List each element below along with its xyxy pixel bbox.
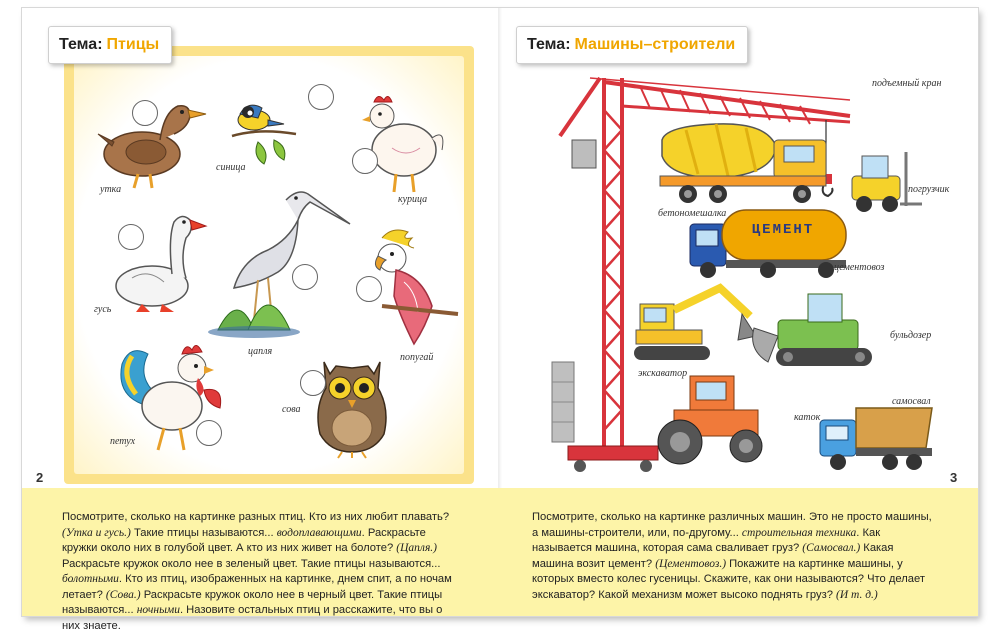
road-roller-illustration xyxy=(650,370,770,468)
right-page-number: 3 xyxy=(950,470,958,485)
answer-hint: (Цапля.) xyxy=(396,542,437,554)
owl-caption: сова xyxy=(282,404,301,415)
goose-circle[interactable] xyxy=(118,224,144,250)
instruction-text: Посмотрите, сколько на картинке различных машин. Это не просто машины, а машины-строители, или, по-другому... xyxy=(532,511,932,539)
concrete-mixer-illustration xyxy=(656,116,836,206)
hen-circle[interactable] xyxy=(352,148,378,174)
instruction-text: . Кто из птиц, изображенных на картинке, днем спит, а по ночам летает? xyxy=(62,573,452,601)
excavator-caption: экскаватор xyxy=(638,368,688,379)
answer-hint: болотными xyxy=(62,573,119,585)
instruction-text: Раскрасьте кружок около нее в черный цвет. Такие птицы называются... xyxy=(62,588,443,616)
instruction-text: . Как называется машина, которая сама сваливает груз? xyxy=(532,526,881,554)
owl-circle[interactable] xyxy=(300,370,326,396)
instruction-text: Такие птицы называются... xyxy=(130,526,277,539)
answer-hint: (Цементовоз.) xyxy=(655,557,727,570)
parrot-circle[interactable] xyxy=(356,276,382,302)
left-page xyxy=(22,8,500,488)
answer-hint: (Утка и гусь.) xyxy=(62,526,131,539)
instruction-text: . Раскрасьте кружки около них в голубой цвет. А кто из них живет на болоте? xyxy=(62,526,426,554)
right-page xyxy=(500,8,978,488)
left-page-number: 2 xyxy=(36,470,44,485)
instruction-text: Раскрасьте кружок около нее в зеленый цвет. Такие птицы называются... xyxy=(62,557,441,570)
goose-caption: гусь xyxy=(94,304,112,315)
answer-hint: (Сова.) xyxy=(105,588,141,601)
duck-caption: утка xyxy=(100,184,122,195)
book-spread xyxy=(22,8,978,632)
left-topic-label: Тема: xyxy=(59,36,103,53)
dump-truck-illustration xyxy=(816,402,936,472)
excavator-illustration xyxy=(630,280,760,366)
duck-circle[interactable] xyxy=(132,100,158,126)
left-topic-tab xyxy=(48,26,172,64)
answer-hint: ночными xyxy=(136,604,180,616)
right-instructions xyxy=(532,510,932,603)
right-topic-value: Машины–строители xyxy=(574,36,736,53)
owl-illustration xyxy=(306,348,396,458)
loader-illustration xyxy=(846,148,926,218)
answer-hint: строительная техника xyxy=(741,526,857,539)
instruction-text: Покажите на картинке машины, у которых вместо колес гусеницы. Скажите, как они называются? Что делает экскаватор? Какой механизм может высоко поднять груз? xyxy=(532,557,925,601)
bulldozer-caption: бульдозер xyxy=(890,330,932,341)
instruction-text: Какая машина возит цемент? xyxy=(532,542,894,570)
left-instructions xyxy=(62,510,462,634)
tit-caption: синица xyxy=(216,162,246,173)
left-topic-value: Птицы xyxy=(106,36,160,53)
bulldozer-illustration xyxy=(748,288,878,378)
rooster-circle[interactable] xyxy=(196,420,222,446)
parrot-caption: попугай xyxy=(400,352,434,363)
hen-illustration xyxy=(356,88,446,198)
right-topic-label: Тема: xyxy=(527,36,571,53)
heron-caption: цапля xyxy=(248,346,273,357)
answer-hint: (И т. д.) xyxy=(836,588,878,601)
answer-hint: водоплавающими xyxy=(276,526,362,539)
cement-truck-illustration xyxy=(686,204,852,280)
cement-truck-caption: цементовоз xyxy=(834,262,885,273)
instruction-text: . Назовите остальных птиц и расскажите, что вы о них знаете. xyxy=(62,604,443,632)
heron-illustration xyxy=(198,180,348,340)
cement-tank-label: ЦЕМЕНТ xyxy=(751,222,815,238)
hen-caption: курица xyxy=(398,194,428,205)
right-topic-tab xyxy=(516,26,748,64)
answer-hint: (Самосвал.) xyxy=(802,542,861,554)
dump-truck-caption: самосвал xyxy=(892,396,931,407)
crane-caption: подъемный кран xyxy=(872,78,942,89)
loader-caption: погрузчик xyxy=(908,184,950,195)
roller-caption: каток xyxy=(794,412,821,423)
tit-circle[interactable] xyxy=(308,84,334,110)
mixer-caption: бетономешалка xyxy=(658,208,727,219)
heron-circle[interactable] xyxy=(292,264,318,290)
goose-illustration xyxy=(102,208,212,318)
rooster-caption: петух xyxy=(110,436,136,447)
instructions-band xyxy=(22,488,978,632)
instruction-text: Посмотрите, сколько на картинке разных птиц. Кто из них любит плавать? xyxy=(62,511,450,523)
